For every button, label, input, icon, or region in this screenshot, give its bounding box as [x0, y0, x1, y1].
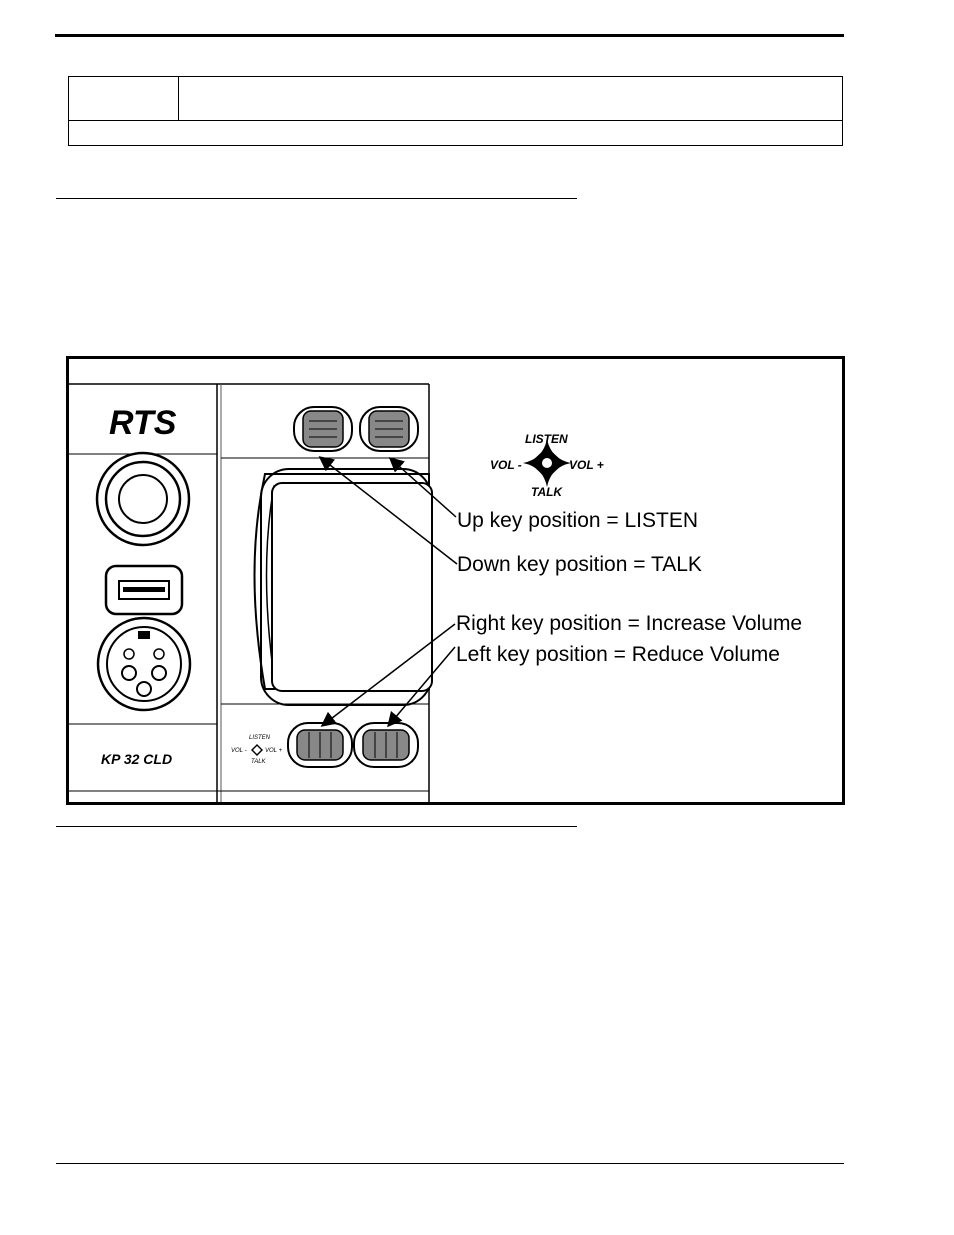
bottom-lever-key-right	[354, 723, 418, 767]
panel-legend-listen: LISTEN	[249, 735, 271, 741]
callout-down: Down key position = TALK	[457, 553, 702, 576]
panel-legend-vol-plus: VOL +	[265, 748, 283, 754]
top-lever-key-right	[360, 407, 418, 451]
headset-jack-icon	[97, 453, 189, 545]
brand-logo: RTS	[109, 404, 177, 442]
top-lever-key-left	[294, 407, 352, 451]
xlr-connector-icon	[98, 618, 190, 710]
legend-vol-minus: VOL -	[490, 458, 522, 472]
info-table-row	[69, 77, 842, 121]
header-rule	[55, 34, 844, 37]
usb-port-icon	[106, 566, 182, 614]
callout-right: Right key position = Increase Volume	[456, 612, 803, 635]
legend-listen: LISTEN	[525, 432, 568, 446]
direction-legend-icon	[523, 439, 571, 487]
legend-talk: TALK	[531, 485, 563, 499]
info-table-cell-divider	[178, 77, 179, 121]
callout-left: Left key position = Reduce Volume	[456, 643, 780, 666]
lcd-display-icon	[255, 469, 433, 705]
figure-bottom-rule	[56, 826, 577, 827]
panel-legend-vol-minus: VOL -	[231, 748, 247, 754]
panel-direction-legend-icon	[251, 744, 263, 756]
footer-rule	[56, 1163, 844, 1164]
bottom-lever-key-left	[288, 723, 352, 767]
keypanel-illustration	[69, 359, 842, 802]
keypanel-figure	[66, 356, 845, 805]
info-table	[68, 76, 843, 146]
legend-vol-plus: VOL +	[569, 458, 604, 472]
panel-legend-talk: TALK	[251, 759, 266, 765]
model-label: KP 32 CLD	[101, 751, 173, 767]
callout-up: Up key position = LISTEN	[457, 509, 699, 532]
figure-top-rule	[56, 198, 577, 199]
